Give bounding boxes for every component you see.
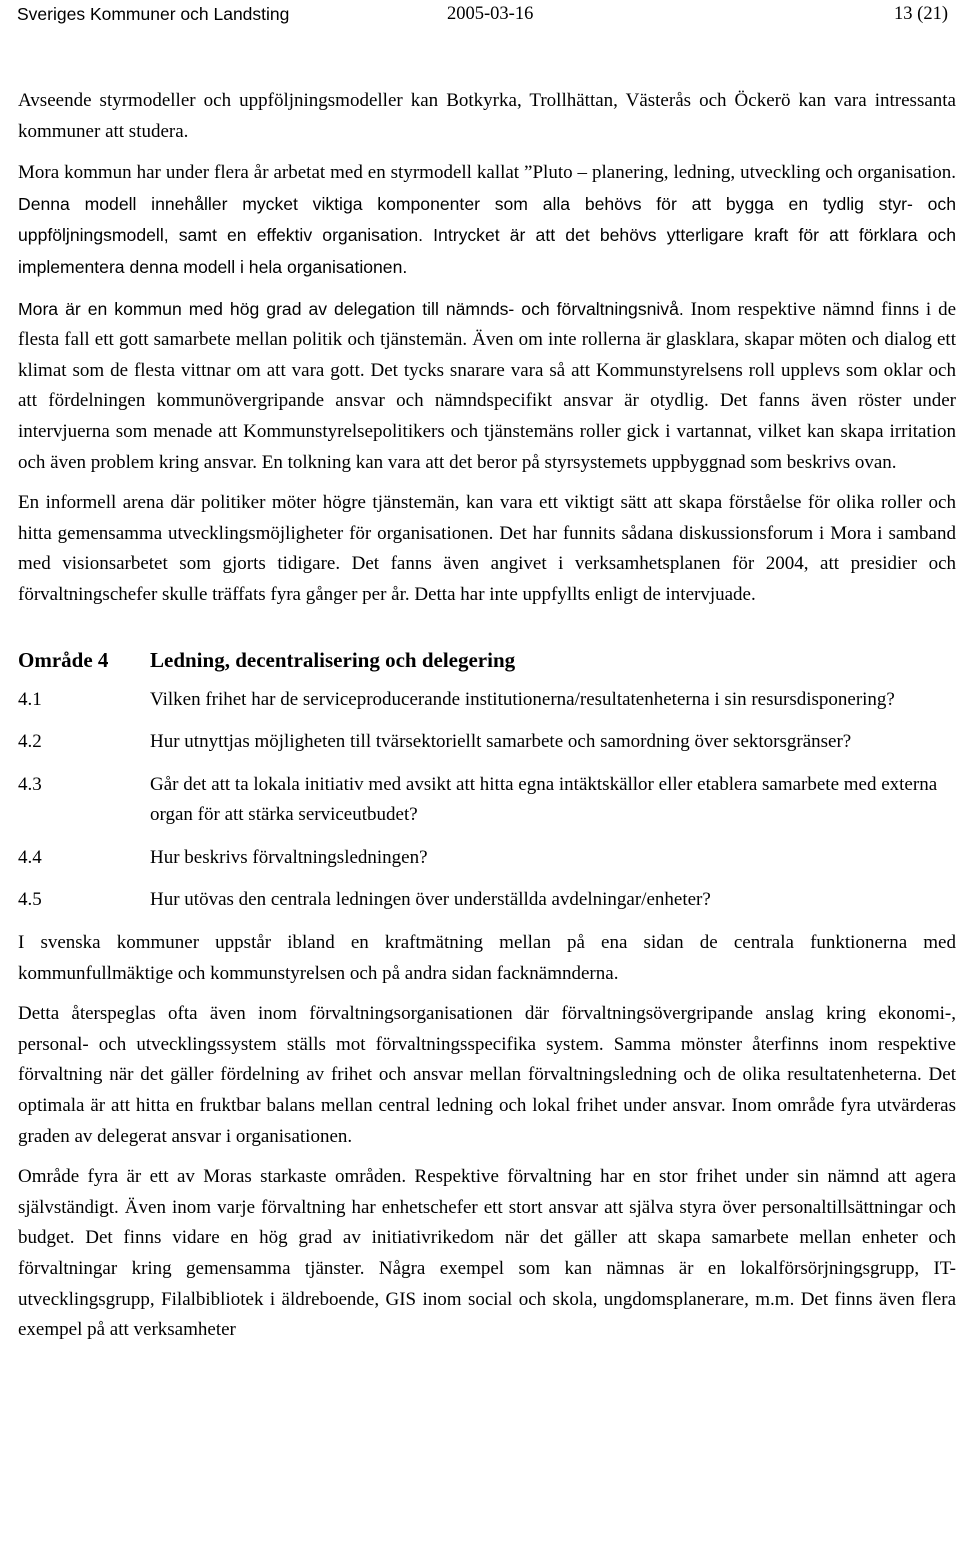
question-number: 4.4 bbox=[18, 846, 42, 868]
paragraph-6 bbox=[18, 999, 956, 1152]
question-text: Hur utövas den centrala ledningen över underställda avdelningar/enheter? bbox=[150, 889, 711, 911]
question-item bbox=[18, 843, 956, 874]
paragraph-2-text-b: Denna modell innehåller mycket viktiga komponenter som alla behövs för att bygga en tydlig styr- och uppföljningsmodell, samt en effektiv organisation. Intrycket är att det behövs ytterligare kraft för att förklara och implementera denna modell i hela organisationen. bbox=[18, 193, 956, 277]
paragraph-2-text-a: Mora kommun har under flera år arbetat med en styrmodell kallat ”Pluto – planering, ledning, utveckling och organisation. bbox=[18, 162, 956, 184]
paragraph-2 bbox=[18, 157, 956, 283]
question-text: Vilken frihet har de serviceproducerande institutionerna/resultatenheterna i sin resursdisponering? bbox=[150, 688, 895, 710]
paragraph-1-text: Avseende styrmodeller och uppföljningsmodeller kan Botkyrka, Trollhättan, Västerås och Öckerö kan vara intressanta kommuner att studera. bbox=[18, 90, 956, 142]
section-number: Område 4 bbox=[18, 647, 109, 672]
header-page-number: 13 (21) bbox=[894, 4, 948, 24]
question-text: Hur beskrivs förvaltningsledningen? bbox=[150, 846, 428, 868]
paragraph-7 bbox=[18, 1162, 956, 1346]
paragraph-4 bbox=[18, 488, 956, 610]
paragraph-6-text: Detta återspeglas ofta även inom förvaltningsorganisationen där förvaltningsövergripande anslag kring ekonomi-, personal- och utvecklingssystem ställs mot förvaltningsspecifika system. Samma mönster återfinns inom respektive förvaltning när det gäller fördelning av frihet och ansvar mellan förvaltningsledning och de olika resultatenheterna. Det optimala är att hitta en fruktbar balans mellan central ledning och lokal frihet under ansvar. Inom område fyra utvärderas graden av delegerat ansvar i organisationen. bbox=[18, 1003, 956, 1147]
page-header bbox=[18, 1, 954, 27]
question-number: 4.3 bbox=[18, 773, 42, 795]
question-number: 4.1 bbox=[18, 688, 42, 710]
section-title: Ledning, decentralisering och delegering bbox=[150, 647, 516, 672]
paragraph-5 bbox=[18, 928, 956, 989]
header-date: 2005-03-16 bbox=[447, 4, 534, 24]
section-heading bbox=[18, 645, 956, 675]
question-number: 4.2 bbox=[18, 731, 42, 753]
question-item bbox=[18, 770, 956, 831]
paragraph-1 bbox=[18, 86, 956, 147]
question-text: Går det att ta lokala initiativ med avsikt att hitta egna intäktskällor eller etablera samarbete med externa organ för att stärka serviceutbudet? bbox=[150, 773, 938, 826]
question-item bbox=[18, 727, 956, 758]
paragraph-4-text: En informell arena där politiker möter högre tjänstemän, kan vara ett viktigt sätt att skapa förståelse för olika roller och hitta gemensamma utvecklingsmöjligheter för organisationen. Det har funnits sådana diskussionsforum i Mora i samband med visionsarbetet som gjorts tidigare. Det fanns även angivet i verksamhetsplanen för 2004, att presidier och förvaltningschefer skulle träffats fyra gånger per år. Detta har inte uppfyllts enligt de intervjuade. bbox=[18, 492, 956, 605]
question-list bbox=[18, 685, 956, 917]
paragraph-3-text-a: Mora är en kommun med hög grad av delegation till nämnds- och förvaltningsnivå. bbox=[18, 298, 684, 319]
header-organization: Sveriges Kommuner och Landsting bbox=[17, 4, 290, 24]
document-body bbox=[18, 86, 956, 1356]
paragraph-3-text-b: Inom respektive nämnd finns i de flesta fall ett gott samarbete mellan politik och tjänstemän. Även om inte rollerna är glasklara, skapar möten och dialog ett klimat som de flesta vittnar om att vara gott. Det tycks snarare vara så att Kommunstyrelsens roll upplevs som oklar och att fördelningen kommunövergripande ansvar och nämndspecifikt ansvar är otydlig. Det fanns även röster under intervjuerna som menade att Kommunstyrelsepolitikers och tjänstemäns roller gick i vartannat, vilket kan skapa irritation och även problem kring ansvar. En tolkning kan vara att det beror på styrsystemets uppbyggnad som beskrivs ovan. bbox=[18, 298, 956, 473]
question-number: 4.5 bbox=[18, 889, 42, 911]
question-item bbox=[18, 885, 956, 916]
question-text: Hur utnyttjas möjligheten till tvärsektoriellt samarbete och samordning över sektorsgränser? bbox=[150, 731, 852, 753]
paragraph-7-text: Område fyra är ett av Moras starkaste områden. Respektive förvaltning har en stor frihet under sin nämnd att agera självständigt. Även inom varje förvaltning har enhetschefer ett stort ansvar att själva styra över personaltillsättningar och budget. Det finns vidare en hög grad av initiativrikedom när det gäller att skapa samarbete mellan enheter och förvaltningar kring gemensamma tjänster. Några exempel som kan nämnas är en lokalförsörjningsgrupp, IT-utvecklingsgrupp, Filalbibliotek i äldreboende, GIS inom social och skola, ungdomsplanerare, m.m. Det finns även flera exempel på att verksamheter bbox=[18, 1166, 956, 1341]
question-item bbox=[18, 685, 956, 716]
paragraph-3 bbox=[18, 294, 956, 479]
paragraph-5-text: I svenska kommuner uppstår ibland en kraftmätning mellan på ena sidan de centrala funktionerna med kommunfullmäktige och kommunstyrelsen och på andra sidan facknämnderna. bbox=[18, 932, 956, 984]
